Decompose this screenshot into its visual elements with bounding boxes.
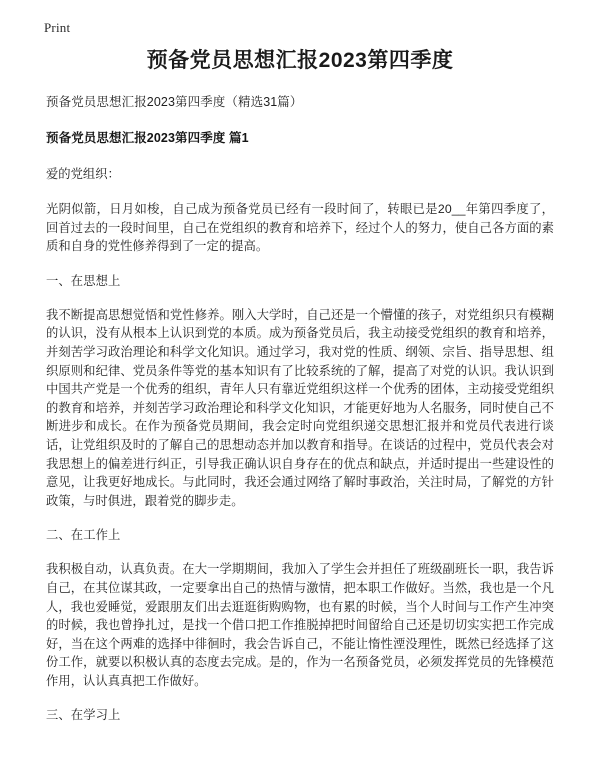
page-title: 预备党员思想汇报2023第四季度 [146,49,454,72]
print-toolbar [44,20,70,36]
section-body-1: 我不断提高思想觉悟和党性修养。刚入大学时，自己还是一个懵懂的孩子，对党组织只有模糊的认识，没有从根本上认识到党的本质。成为预备党员后，我主动接受党组织的教育和培养，并刻苦学习政治理论和科学文化知识。通过学习，我对党的性质、纲领、宗旨、指导思想、组织原则和纪律、党员条件等党的基本知识有了比较系统的了解，提高了对党的认识。我认识到中国共产党是一个优秀的组织，青年人只有靠近党组织这样一个优秀的团体，主动接受党组织的教育和培养，并刻苦学习政治理论和科学文化知识，才能更好地为人名服务，同时使自己不断进步和成长。在作为预备党员期间，我会定时向党组织递交思想汇报并和党员代表进行谈话，让党组织及时的了解自己的思想动态并加以教育和指导。在谈话的过程中，党员代表会对我思想上的偏差进行纠正，引导我正确认识自身存在的优点和缺点，并适时提出一些建设性的意见，让我更好地成长。与此同时，我还会通过网络了解时事政治，关注时局，了解党的方针政策，与时俱进，跟着党的脚步走。 [46,307,554,508]
document-subtitle: 预备党员思想汇报2023第四季度（精选31篇） [46,95,303,109]
section-title-1: 一、在思想上 [46,273,121,288]
salutation: 爱的党组织： [46,167,120,181]
article-heading: 预备党员思想汇报2023第四季度 篇1 [46,131,249,145]
print-button[interactable]: Print [44,20,71,35]
intro-paragraph: 光阴似箭，日月如梭，自己成为预备党员已经有一段时间了，转眼已是20__年第四季度了，回首过去的一段时间里，自己在党组织的教育和培养下，经过个人的努力，使自己各方面的素质和自身的党性修养得到了一定的提高。 [46,202,554,254]
document-body [46,46,554,740]
section-title-3: 三、在学习上 [46,708,121,723]
section-body-2: 我积极自动，认真负责。在大一学期期间，我加入了学生会并担任了班级副班长一职，我告诉自己，在其位谋其政，一定要拿出自己的热情与激情，把本职工作做好。当然，我也是一个凡人，我也爱睡觉，爱跟朋友们出去逛逛街购购物，也有累的时候，当个人时间与工作产生冲突的时候，我也曾挣扎过，是找一个借口把工作推脱掉把时间留给自己还是切切实实把工作完成好，当在这个两难的选择中徘徊时，我会告诉自己，不能让惰性湮没理性，既然已经选择了这份工作，就要以积极认真的态度去完成。是的，作为一名预备党员，必须发挥党员的先锋模范作用，认认真真把工作做好。 [46,562,554,688]
section-title-2: 二、在工作上 [46,528,121,543]
